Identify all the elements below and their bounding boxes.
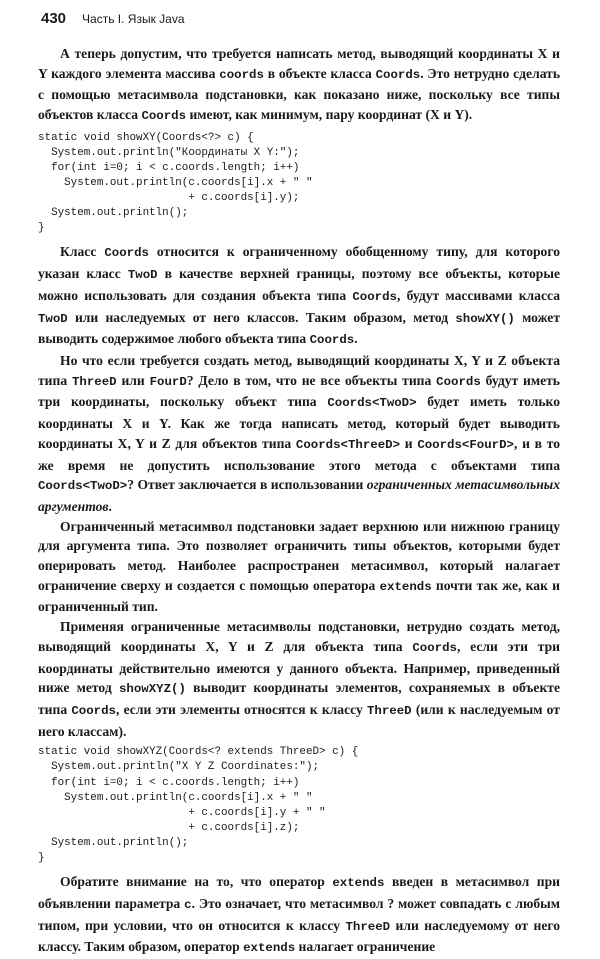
- page-number: 430: [41, 10, 67, 27]
- paragraph-3: Но что если требуется создать метод, выводящий координаты X, Y и Z объекта типа ThreeD или FourD? Дело в том, что не все объекты типа Coords будут иметь три координаты, поскольку объект типа Coords<TwoD> будет иметь только координаты X и Y. Как же тогда написать метод, который будет выводить координаты X, Y и Z для объектов типа Coords<ThreeD> и Coords<FourD>, и в то же время не допустить использование этого метода с объектами типа Coords<TwoD>? Ответ заключается в использовании ограниченных метасимвольных аргументов.: [38, 352, 561, 514]
- code-listing-showxyz: static void showXYZ(Coords<? extends ThreeD> c) { System.out.println("X Y Z Coordinates:"); for(int i=0; i < c.coords.length; i++) System.out.println(c.coords[i].x + " " + c.coords[i].y + " " + c.coords[i].z); System.out.println(); }: [38, 746, 359, 864]
- paragraph-1: А теперь допустим, что требуется написать метод, выводящий координаты X и Y каждого элемента массива coords в объекте класса Coords. Это нетрудно сделать с помощью метасимвола подстановки, как показано ниже, поскольку все типы объектов класса Coords имеют, как минимум, пару координат (X и Y).: [38, 46, 561, 124]
- paragraph-5: Применяя ограниченные метасимволы подстановки, нетрудно создать метод, выводящий координаты X, Y и Z для объекта типа Coords, если эти три координаты действительно имеются у данного объекта. Например, приведенный ниже метод showXYZ() выводит координаты элементов, сохраняемых в объекте типа Coords, если эти элементы относятся к классу ThreeD (или к наследуемым от него классам).: [38, 619, 561, 739]
- paragraph-2: Класс Coords относится к ограниченному обобщенному типу, для которого указан класс TwoD в качестве верхней границы, поэтому все объекты, которые можно использовать для создания объекта типа Coords, будут массивами класса TwoD или наследуемых от него классов. Таким образом, метод showXY() может выводить содержимое любого объекта типа Coords.: [38, 244, 561, 348]
- page-body: [38, 44, 560, 959]
- page-header: [41, 10, 185, 27]
- paragraph-4: Ограниченный метасимвол подстановки задает верхнюю или нижнюю границу для аргумента типа. Это позволяет ограничить типы объектов, которыми будет оперировать метод. Наиболее распространен метасимвол, который налагает ограничение сверху и создается с помощью оператора extends почти так же, как и ограниченный тип.: [38, 518, 560, 615]
- running-head: Часть I. Язык Java: [82, 12, 185, 26]
- code-listing-showxy: static void showXY(Coords<?> c) { System.out.println("Координаты X Y:"); for(int i=0; i < c.coords.length; i++) System.out.println(c.coords[i].x + " " + c.coords[i].y); System.out.println(); }: [38, 131, 313, 235]
- paragraph-6: Обратите внимание на то, что оператор extends введен в метасимвол при объявлении параметра c. Это означает, что метасимвол ? может совпадать с любым типом, при условии, что он относится к классу ThreeD или наследуемому от него классу. Таким образом, оператор extends налагает ограничение: [38, 874, 560, 956]
- emphasis-term: ограниченных метасимвольных аргументов: [38, 477, 561, 514]
